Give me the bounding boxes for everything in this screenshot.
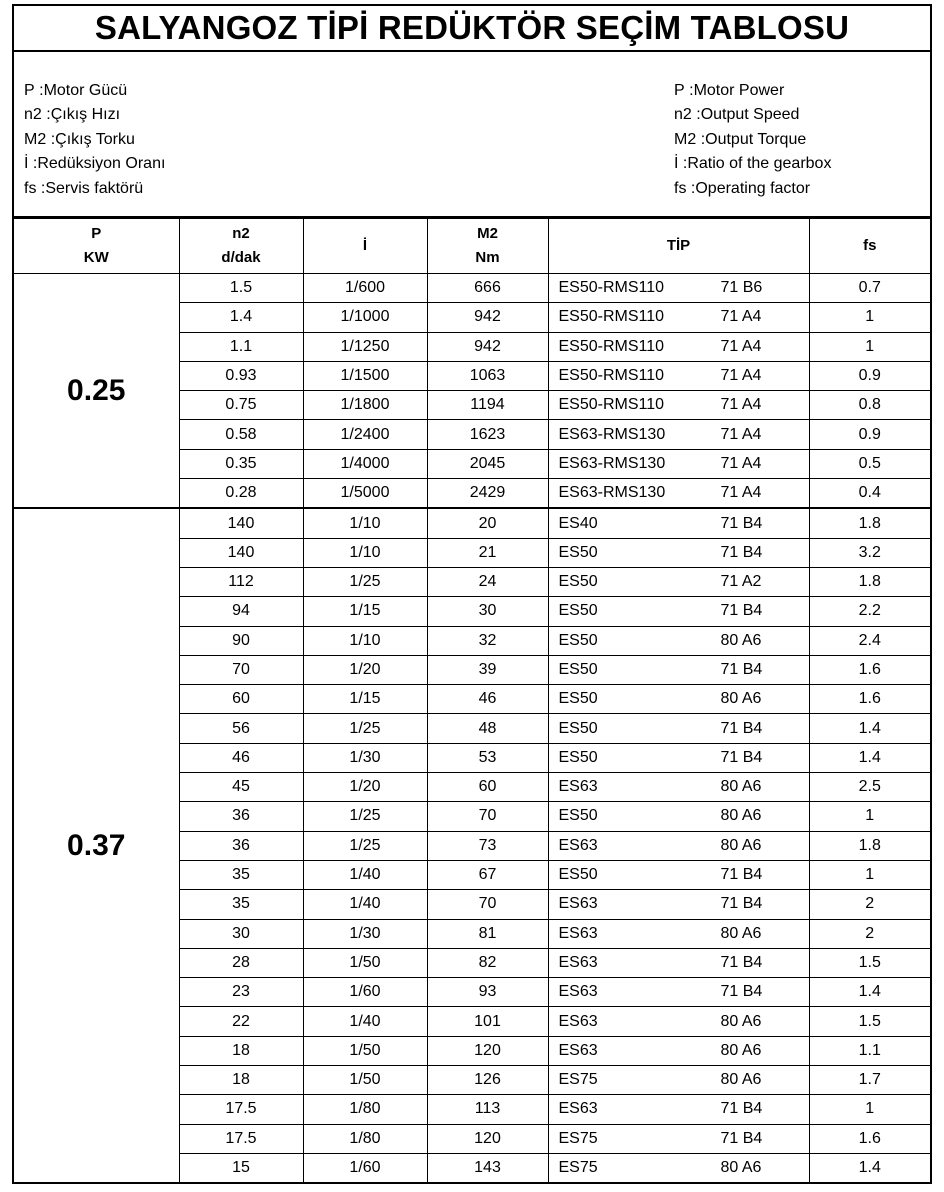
type-cell [548, 685, 809, 714]
output-torque-cell: 53 [427, 743, 548, 772]
ratio-cell: 1/60 [303, 1153, 427, 1183]
selection-table [14, 218, 930, 1184]
gearbox-series: ES50 [558, 661, 598, 678]
legend-symbol: P [674, 82, 685, 99]
table-row [14, 274, 930, 303]
output-speed-cell: 56 [179, 714, 303, 743]
output-torque-cell: 1623 [427, 420, 548, 449]
motor-code: 71 B4 [720, 1129, 763, 1147]
type-cell [548, 714, 809, 743]
motor-code: 80 A6 [720, 924, 762, 942]
legend-text: :Çıkış Hızı [46, 106, 121, 124]
ratio-cell: 1/25 [303, 802, 427, 831]
ratio-cell: 1/80 [303, 1124, 427, 1153]
output-torque-cell: 1194 [427, 391, 548, 420]
output-speed-cell: 70 [179, 655, 303, 684]
legend-line [24, 128, 165, 152]
motor-code: 71 B4 [720, 953, 763, 971]
ratio-cell: 1/20 [303, 655, 427, 684]
service-factor-cell: 2 [809, 890, 930, 919]
output-speed-cell: 0.58 [179, 420, 303, 449]
legend-text: :Ratio of the gearbox [682, 155, 832, 173]
service-factor-cell: 1 [809, 1095, 930, 1124]
output-torque-cell: 1063 [427, 361, 548, 390]
service-factor-cell: 1.8 [809, 508, 930, 538]
legend-text: :Operating factor [690, 179, 811, 197]
output-torque-cell: 2429 [427, 479, 548, 509]
type-cell [548, 332, 809, 361]
legend-line [24, 79, 165, 103]
output-torque-cell: 48 [427, 714, 548, 743]
output-torque-cell: 67 [427, 860, 548, 889]
legend-line [674, 103, 831, 127]
gearbox-series: ES63-RMS130 [558, 484, 666, 502]
header-service-factor: fs [809, 219, 930, 274]
legend-symbol: M2 [24, 130, 47, 148]
motor-code: 71 A4 [720, 337, 762, 355]
output-speed-cell: 140 [179, 538, 303, 567]
legend-text: :Servis faktörü [40, 179, 144, 197]
service-factor-cell: 1.1 [809, 1036, 930, 1065]
output-torque-cell: 21 [427, 538, 548, 567]
output-speed-cell: 0.28 [179, 479, 303, 509]
output-speed-cell: 0.93 [179, 361, 303, 390]
ratio-cell: 1/20 [303, 773, 427, 802]
motor-code: 71 A4 [720, 396, 762, 414]
header-power: P KW [14, 219, 179, 274]
legend-line [674, 177, 831, 201]
output-torque-cell: 93 [427, 978, 548, 1007]
gearbox-series: ES50 [558, 602, 598, 620]
gearbox-series: ES63 [558, 924, 598, 942]
ratio-cell: 1/40 [303, 860, 427, 889]
type-cell [548, 1095, 809, 1124]
ratio-cell: 1/1800 [303, 391, 427, 420]
legend-text: :Motor Power [689, 82, 785, 99]
ratio-cell: 1/25 [303, 567, 427, 596]
motor-code: 71 B4 [720, 719, 763, 737]
service-factor-cell: 1.5 [809, 1007, 930, 1036]
gearbox-series: ES50 [558, 719, 598, 737]
service-factor-cell: 1.4 [809, 978, 930, 1007]
motor-code: 80 A6 [720, 836, 762, 854]
legend-line [24, 152, 165, 176]
header-ratio: İ [303, 219, 427, 274]
output-torque-cell: 39 [427, 655, 548, 684]
gearbox-series: ES63 [558, 895, 598, 913]
legend [14, 52, 930, 218]
ratio-cell: 1/15 [303, 597, 427, 626]
selection-sheet [12, 4, 932, 1184]
output-torque-cell: 60 [427, 773, 548, 802]
service-factor-cell: 1.4 [809, 743, 930, 772]
service-factor-cell: 2 [809, 919, 930, 948]
type-cell [548, 655, 809, 684]
ratio-cell: 1/50 [303, 948, 427, 977]
output-torque-cell: 70 [427, 802, 548, 831]
service-factor-cell: 1.5 [809, 948, 930, 977]
gearbox-series: ES50-RMS110 [558, 396, 665, 414]
output-speed-cell: 1.5 [179, 274, 303, 303]
power-cell: 0.37 [14, 508, 179, 1183]
ratio-cell: 1/10 [303, 626, 427, 655]
gearbox-series: ES50 [558, 631, 598, 649]
motor-code: 71 B4 [720, 661, 763, 678]
motor-code: 71 B4 [720, 543, 763, 561]
gearbox-series: ES75 [558, 1071, 598, 1089]
motor-code: 71 A4 [720, 367, 762, 385]
gearbox-series: ES63 [558, 1100, 598, 1118]
output-speed-cell: 23 [179, 978, 303, 1007]
output-speed-cell: 60 [179, 685, 303, 714]
ratio-cell: 1/15 [303, 685, 427, 714]
legend-text: :Output Torque [700, 130, 807, 148]
output-speed-cell: 18 [179, 1036, 303, 1065]
ratio-cell: 1/40 [303, 890, 427, 919]
page-title: SALYANGOZ TİPİ REDÜKTÖR SEÇİM TABLOSU [14, 6, 930, 52]
output-speed-cell: 35 [179, 890, 303, 919]
output-speed-cell: 46 [179, 743, 303, 772]
type-cell [548, 860, 809, 889]
header-output-torque: M2 Nm [427, 219, 548, 274]
output-speed-cell: 36 [179, 802, 303, 831]
motor-code: 71 A2 [720, 573, 762, 591]
gearbox-series: ES50 [558, 543, 598, 561]
gearbox-series: ES50 [558, 573, 598, 591]
legend-text: :Çıkış Torku [50, 130, 135, 148]
type-cell [548, 1153, 809, 1183]
legend-text: :Output Speed [696, 106, 800, 124]
output-speed-cell: 17.5 [179, 1095, 303, 1124]
output-speed-cell: 35 [179, 860, 303, 889]
output-speed-cell: 30 [179, 919, 303, 948]
output-speed-cell: 140 [179, 508, 303, 538]
type-cell [548, 391, 809, 420]
output-speed-cell: 45 [179, 773, 303, 802]
motor-code: 71 A4 [720, 454, 762, 472]
ratio-cell: 1/1500 [303, 361, 427, 390]
output-speed-cell: 1.4 [179, 303, 303, 332]
ratio-cell: 1/40 [303, 1007, 427, 1036]
power-cell: 0.25 [14, 274, 179, 509]
service-factor-cell: 0.8 [809, 391, 930, 420]
legend-turkish [24, 79, 165, 201]
output-torque-cell: 30 [427, 597, 548, 626]
header-type: TİP [548, 219, 809, 274]
motor-code: 71 B4 [720, 983, 763, 1001]
type-cell [548, 626, 809, 655]
gearbox-series: ES50-RMS110 [558, 308, 665, 326]
service-factor-cell: 1 [809, 332, 930, 361]
ratio-cell: 1/2400 [303, 420, 427, 449]
motor-code: 71 B6 [720, 279, 763, 297]
gearbox-series: ES63-RMS130 [558, 454, 666, 472]
ratio-cell: 1/25 [303, 831, 427, 860]
output-speed-cell: 36 [179, 831, 303, 860]
output-speed-cell: 0.75 [179, 391, 303, 420]
gearbox-series: ES50-RMS110 [558, 279, 665, 297]
service-factor-cell: 2.5 [809, 773, 930, 802]
gearbox-series: ES50 [558, 690, 598, 708]
ratio-cell: 1/60 [303, 978, 427, 1007]
legend-english [674, 79, 831, 201]
gearbox-series: ES40 [558, 514, 598, 532]
output-torque-cell: 73 [427, 831, 548, 860]
type-cell [548, 1124, 809, 1153]
output-torque-cell: 20 [427, 508, 548, 538]
output-torque-cell: 120 [427, 1036, 548, 1065]
output-speed-cell: 28 [179, 948, 303, 977]
type-cell [548, 743, 809, 772]
gearbox-series: ES50-RMS110 [558, 367, 665, 385]
service-factor-cell: 2.4 [809, 626, 930, 655]
motor-code: 80 A6 [720, 1159, 762, 1177]
service-factor-cell: 0.7 [809, 274, 930, 303]
gearbox-series: ES63 [558, 1041, 598, 1059]
output-speed-cell: 17.5 [179, 1124, 303, 1153]
service-factor-cell: 1.6 [809, 655, 930, 684]
motor-code: 71 A4 [720, 308, 762, 326]
table-row [14, 508, 930, 538]
gearbox-series: ES63 [558, 953, 598, 971]
output-speed-cell: 1.1 [179, 332, 303, 361]
type-cell [548, 420, 809, 449]
header-output-speed: n2 d/dak [179, 219, 303, 274]
output-torque-cell: 120 [427, 1124, 548, 1153]
type-cell [548, 890, 809, 919]
output-speed-cell: 18 [179, 1066, 303, 1095]
ratio-cell: 1/30 [303, 919, 427, 948]
type-cell [548, 303, 809, 332]
legend-symbol: İ [24, 155, 29, 173]
type-cell [548, 831, 809, 860]
legend-symbol: n2 [24, 106, 42, 124]
type-cell [548, 948, 809, 977]
ratio-cell: 1/50 [303, 1036, 427, 1065]
motor-code: 71 B4 [720, 514, 763, 532]
output-torque-cell: 942 [427, 332, 548, 361]
type-cell [548, 508, 809, 538]
type-cell [548, 567, 809, 596]
service-factor-cell: 1.7 [809, 1066, 930, 1095]
output-speed-cell: 22 [179, 1007, 303, 1036]
legend-symbol: M2 [674, 130, 697, 148]
output-torque-cell: 81 [427, 919, 548, 948]
legend-symbol: n2 [674, 106, 692, 124]
motor-code: 80 A6 [720, 1012, 762, 1030]
service-factor-cell: 0.4 [809, 479, 930, 509]
output-speed-cell: 90 [179, 626, 303, 655]
service-factor-cell: 3.2 [809, 538, 930, 567]
service-factor-cell: 1.4 [809, 714, 930, 743]
service-factor-cell: 1 [809, 860, 930, 889]
gearbox-series: ES50-RMS110 [558, 337, 665, 355]
type-cell [548, 1036, 809, 1065]
service-factor-cell: 1.8 [809, 831, 930, 860]
service-factor-cell: 1.6 [809, 685, 930, 714]
gearbox-series: ES63 [558, 983, 598, 1001]
ratio-cell: 1/1250 [303, 332, 427, 361]
motor-code: 71 B4 [720, 895, 763, 913]
type-cell [548, 978, 809, 1007]
service-factor-cell: 1.8 [809, 567, 930, 596]
gearbox-series: ES50 [558, 866, 598, 884]
service-factor-cell: 1 [809, 303, 930, 332]
ratio-cell: 1/1000 [303, 303, 427, 332]
output-torque-cell: 70 [427, 890, 548, 919]
type-cell [548, 1007, 809, 1036]
type-cell [548, 449, 809, 478]
motor-code: 80 A6 [720, 690, 762, 708]
output-torque-cell: 24 [427, 567, 548, 596]
legend-line [24, 103, 165, 127]
legend-symbol: fs [674, 179, 687, 197]
legend-text: :Motor Gücü [39, 82, 128, 99]
output-torque-cell: 101 [427, 1007, 548, 1036]
output-torque-cell: 82 [427, 948, 548, 977]
service-factor-cell: 0.9 [809, 420, 930, 449]
gearbox-series: ES63 [558, 836, 598, 854]
type-cell [548, 274, 809, 303]
gearbox-series: ES50 [558, 748, 598, 766]
output-torque-cell: 126 [427, 1066, 548, 1095]
gearbox-series: ES63-RMS130 [558, 425, 666, 443]
output-torque-cell: 942 [427, 303, 548, 332]
ratio-cell: 1/50 [303, 1066, 427, 1095]
ratio-cell: 1/10 [303, 508, 427, 538]
gearbox-series: ES75 [558, 1129, 598, 1147]
motor-code: 71 A4 [720, 425, 762, 443]
type-cell [548, 919, 809, 948]
legend-symbol: fs [24, 179, 37, 197]
motor-code: 80 A6 [720, 631, 762, 649]
motor-code: 71 B4 [720, 748, 763, 766]
motor-code: 80 A6 [720, 1041, 762, 1059]
output-torque-cell: 2045 [427, 449, 548, 478]
ratio-cell: 1/80 [303, 1095, 427, 1124]
output-speed-cell: 112 [179, 567, 303, 596]
service-factor-cell: 2.2 [809, 597, 930, 626]
legend-symbol: İ [674, 155, 679, 173]
service-factor-cell: 0.5 [809, 449, 930, 478]
legend-line [24, 177, 165, 201]
ratio-cell: 1/30 [303, 743, 427, 772]
output-speed-cell: 15 [179, 1153, 303, 1183]
table-header-row [14, 219, 930, 274]
output-torque-cell: 46 [427, 685, 548, 714]
service-factor-cell: 1.6 [809, 1124, 930, 1153]
type-cell [548, 597, 809, 626]
legend-line [674, 79, 831, 103]
service-factor-cell: 1 [809, 802, 930, 831]
output-torque-cell: 666 [427, 274, 548, 303]
motor-code: 71 B4 [720, 866, 763, 884]
legend-line [674, 152, 831, 176]
ratio-cell: 1/5000 [303, 479, 427, 509]
motor-code: 71 A4 [720, 484, 762, 502]
output-torque-cell: 32 [427, 626, 548, 655]
gearbox-series: ES75 [558, 1159, 598, 1177]
legend-text: :Redüksiyon Oranı [32, 155, 166, 173]
legend-symbol: P [24, 82, 35, 99]
type-cell [548, 802, 809, 831]
output-torque-cell: 113 [427, 1095, 548, 1124]
gearbox-series: ES50 [558, 807, 598, 825]
gearbox-series: ES63 [558, 778, 598, 796]
legend-line [674, 128, 831, 152]
type-cell [548, 479, 809, 509]
motor-code: 80 A6 [720, 807, 762, 825]
output-speed-cell: 0.35 [179, 449, 303, 478]
type-cell [548, 538, 809, 567]
ratio-cell: 1/600 [303, 274, 427, 303]
ratio-cell: 1/4000 [303, 449, 427, 478]
ratio-cell: 1/25 [303, 714, 427, 743]
motor-code: 80 A6 [720, 1071, 762, 1089]
output-torque-cell: 143 [427, 1153, 548, 1183]
motor-code: 80 A6 [720, 778, 762, 796]
output-speed-cell: 94 [179, 597, 303, 626]
type-cell [548, 773, 809, 802]
service-factor-cell: 1.4 [809, 1153, 930, 1183]
type-cell [548, 361, 809, 390]
ratio-cell: 1/10 [303, 538, 427, 567]
motor-code: 71 B4 [720, 1100, 763, 1118]
gearbox-series: ES63 [558, 1012, 598, 1030]
type-cell [548, 1066, 809, 1095]
service-factor-cell: 0.9 [809, 361, 930, 390]
motor-code: 71 B4 [720, 602, 763, 620]
